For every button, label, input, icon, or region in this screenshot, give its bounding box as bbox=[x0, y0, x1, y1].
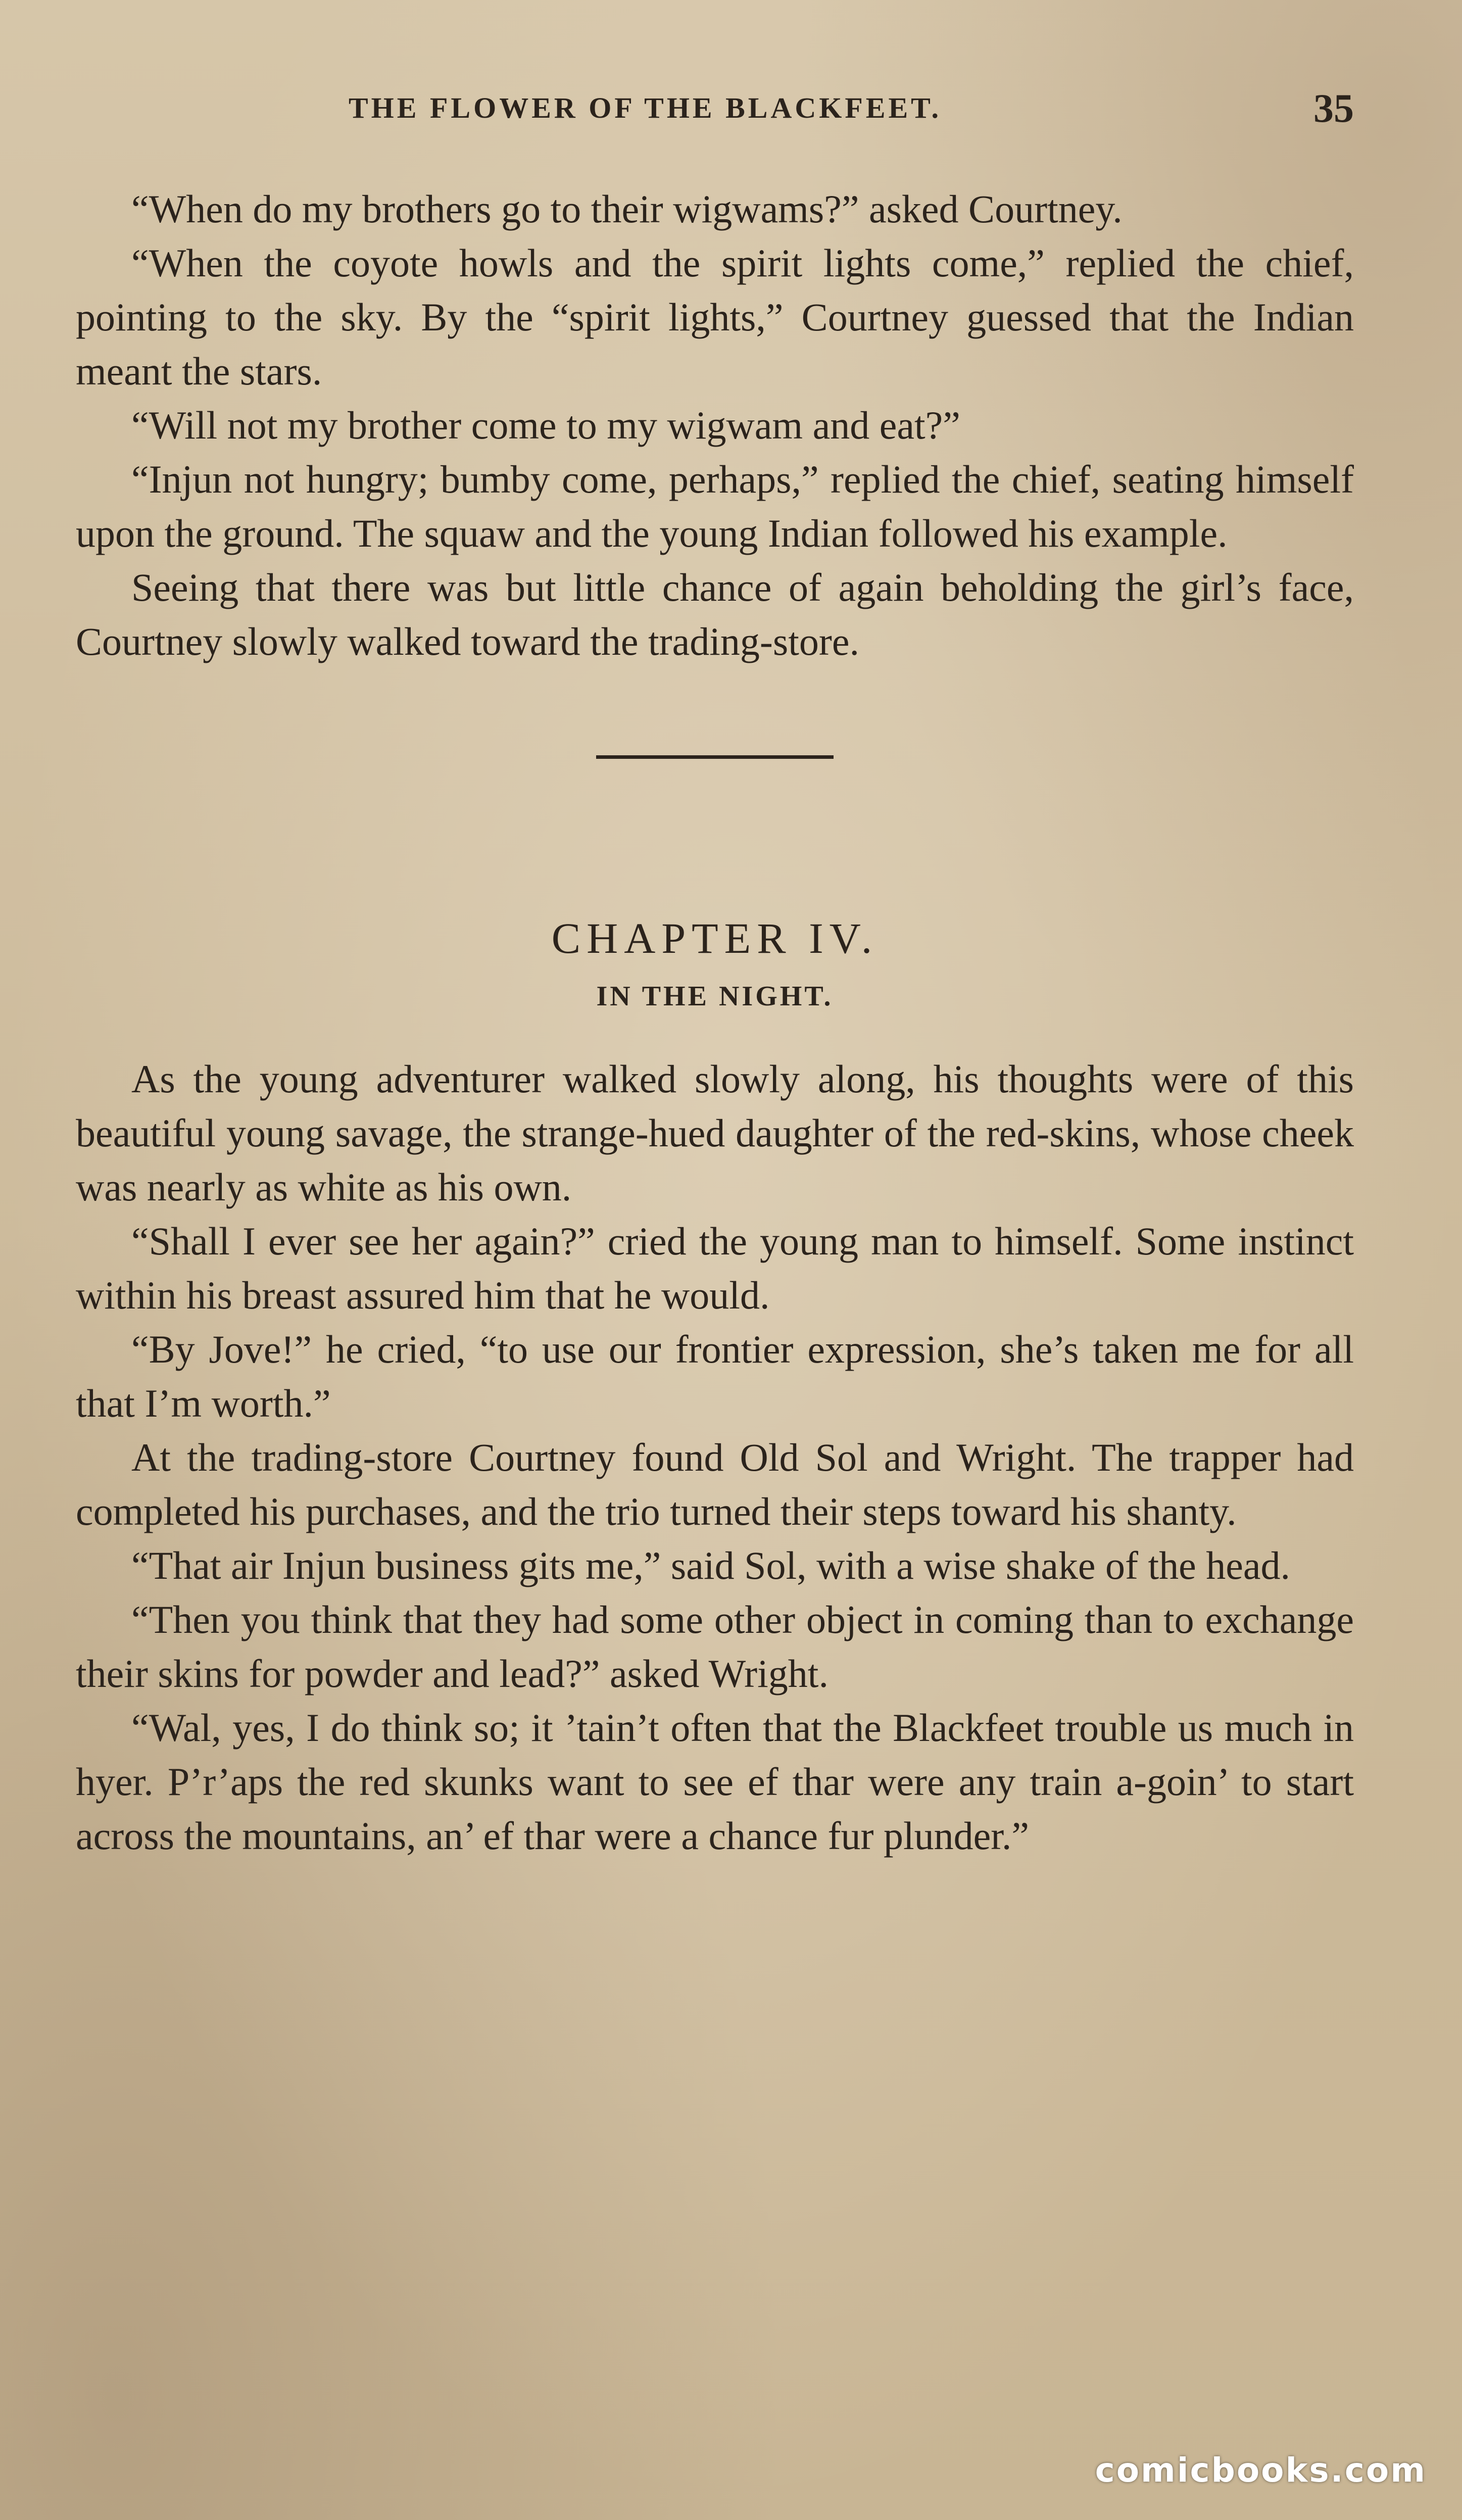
text-block bbox=[76, 182, 1354, 1863]
paragraph: “Will not my brother come to my wigwam and eat?” bbox=[131, 403, 960, 447]
paragraph: “Wal, yes, I do think so; it ’tain’t often that the Blackfeet trouble us much in hyer. P’r’aps the red skunks want to see ef thar were any train a-goin’ to start across the mountains, an’ ef thar were a chance fur plunder.” bbox=[76, 1706, 1354, 1858]
watermark: comicbooks.com bbox=[1095, 2451, 1427, 2490]
paragraph: “When the coyote howls and the spirit lights come,” replied the chief, pointing to the sky. By the “spirit lights,” Courtney guessed that the Indian meant the stars. bbox=[76, 241, 1354, 393]
paragraph: “By Jove!” he cried, “to use our frontier expression, she’s taken me for all that I’m worth.” bbox=[76, 1327, 1354, 1425]
page-number: 35 bbox=[1313, 86, 1354, 131]
chapter-subtitle: IN THE NIGHT. bbox=[596, 981, 834, 1012]
paragraph: Seeing that there was but little chance of again beholding the girl’s face, Courtney slowly walked toward the trading-store. bbox=[76, 565, 1354, 663]
paragraph: “Shall I ever see her again?” cried the young man to himself. Some instinct within his breast assured him that he would. bbox=[76, 1219, 1354, 1317]
paragraph: “When do my brothers go to their wigwams?” asked Courtney. bbox=[131, 187, 1123, 231]
paragraph: “Injun not hungry; bumby come, perhaps,” replied the chief, seating himself upon the ground. The squaw and the young Indian followed his example. bbox=[76, 457, 1354, 555]
running-head: THE FLOWER OF THE BLACKFEET. bbox=[349, 91, 942, 124]
paragraph: At the trading-store Courtney found Old Sol and Wright. The trapper had completed his purchases, and the trio turned their steps toward his shanty. bbox=[76, 1435, 1354, 1533]
section-divider bbox=[596, 755, 834, 759]
paragraph: “Then you think that they had some other object in coming than to exchange their skins for powder and lead?” asked Wright. bbox=[76, 1597, 1354, 1695]
paragraph: “That air Injun business gits me,” said Sol, with a wise shake of the head. bbox=[131, 1543, 1290, 1587]
chapter-title: CHAPTER IV. bbox=[551, 914, 879, 962]
page-header bbox=[76, 86, 1354, 141]
paragraph: As the young adventurer walked slowly along, his thoughts were of this beautiful young savage, the strange-hued daughter of the red-skins, whose cheek was nearly as white as his own. bbox=[76, 1057, 1354, 1209]
chapter-body bbox=[76, 1052, 1354, 1863]
